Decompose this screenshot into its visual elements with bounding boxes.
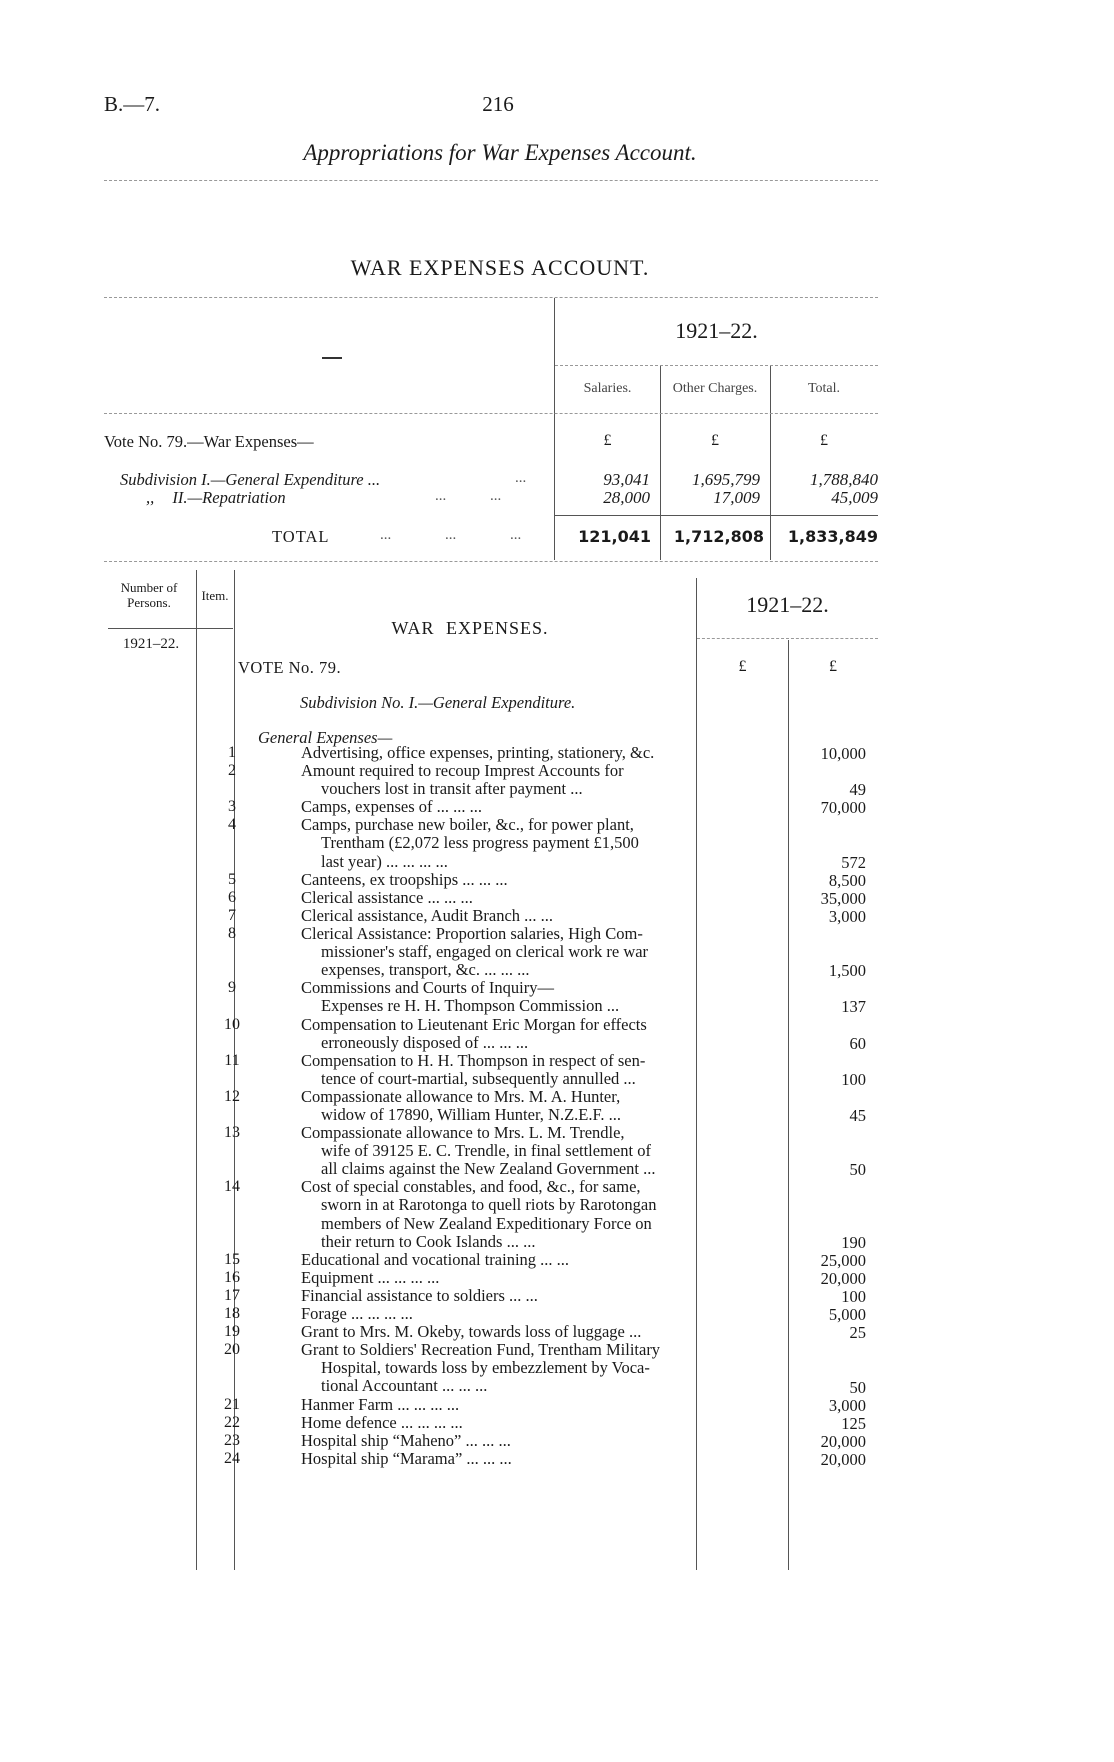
item-description-line: Hospital ship “Maheno” ... ... ... xyxy=(301,1430,511,1450)
item-description-line: Expenses re H. H. Thompson Commission ... xyxy=(321,996,620,1016)
item-amount: 35,000 xyxy=(820,888,866,908)
vote-label: Vote No. 79.—War Expenses— xyxy=(104,432,314,451)
page-ref: B.—7. xyxy=(104,92,161,116)
page-number: 216 xyxy=(482,92,514,116)
item-description-line: Camps, purchase new boiler, &c., for power plant, xyxy=(301,815,634,835)
summary-top-rule xyxy=(104,297,878,298)
vote-number: VOTE No. 79. xyxy=(238,658,342,677)
item-amount: 50 xyxy=(849,1160,866,1180)
col-total: Total. xyxy=(807,381,841,396)
item-number: 14 xyxy=(224,1178,240,1196)
col-item: Item. xyxy=(201,588,229,603)
item-amount: 190 xyxy=(841,1232,866,1252)
col-other-charges: Other Charges. xyxy=(672,381,758,396)
item-description-line: Hospital, towards loss by embezzlement by Voca- xyxy=(321,1358,650,1378)
war-expenses-heading: WAR EXPENSES. xyxy=(391,618,549,638)
item-description xyxy=(301,1016,767,1052)
item-amount: 20,000 xyxy=(820,1431,866,1451)
total-salaries: 121,041 xyxy=(578,527,651,546)
item-description-line: last year) ... ... ... ... xyxy=(321,851,448,871)
item-number: 16 xyxy=(224,1268,240,1286)
item-description xyxy=(301,1124,767,1178)
item-number: 18 xyxy=(224,1305,240,1323)
dash-mark xyxy=(322,357,342,359)
item-description xyxy=(301,798,767,816)
item-description-line: Educational and vocational training ... ... xyxy=(301,1249,570,1269)
detail-currency-2: £ xyxy=(829,658,837,675)
item-description-line: Grant to Soldiers' Recreation Fund, Trentham Military xyxy=(301,1340,661,1360)
item-description xyxy=(301,816,767,870)
item-description xyxy=(301,1450,767,1468)
summary-year: 1921–22. xyxy=(675,318,758,343)
item-description-line: Clerical Assistance: Proportion salaries, High Com- xyxy=(301,924,643,943)
item-description xyxy=(301,1178,767,1250)
item-description-line: vouchers lost in transit after payment ... xyxy=(321,779,583,799)
header-rule xyxy=(104,180,878,181)
item-description xyxy=(301,871,767,889)
item-number: 22 xyxy=(224,1413,240,1431)
total-other: 1,712,808 xyxy=(673,527,764,546)
detail-year-rule xyxy=(697,638,878,639)
item-description xyxy=(301,1323,767,1341)
item-amount: 3,000 xyxy=(828,906,866,926)
item-amount: 10,000 xyxy=(820,744,866,763)
item-number: 21 xyxy=(224,1395,240,1413)
item-description-line: Clerical assistance ... ... ... xyxy=(301,887,473,907)
group-heading: General Expenses— xyxy=(258,728,393,747)
subdivision-1-salaries: 93,041 xyxy=(603,470,650,489)
currency-salaries: £ xyxy=(603,432,612,449)
item-description xyxy=(301,1251,767,1269)
item-description-line: sworn in at Rarotonga to quell riots by Rarotongan xyxy=(321,1195,657,1215)
detail-year: 1921–22. xyxy=(746,592,829,617)
item-description-line: Advertising, office expenses, printing, stationery, &c. xyxy=(301,743,655,762)
item-amount: 5,000 xyxy=(828,1305,866,1325)
item-amount: 25,000 xyxy=(820,1250,866,1270)
summary-year-rule xyxy=(555,365,878,366)
item-description xyxy=(301,1088,767,1124)
item-description-line: Amount required to recoup Imprest Accounts for xyxy=(301,761,624,781)
item-description xyxy=(301,1432,767,1450)
item-description-line: Forage ... ... ... ... xyxy=(301,1304,413,1324)
item-number: 13 xyxy=(224,1124,240,1142)
item-amount: 8,500 xyxy=(828,870,866,890)
item-number: 17 xyxy=(224,1287,240,1304)
col-number-of-persons: Number of Persons. xyxy=(120,580,178,610)
item-description xyxy=(301,907,767,925)
subdivision-2-label: ,, II.—Repatriation xyxy=(146,488,286,507)
item-amount: 20,000 xyxy=(820,1449,866,1469)
subdivision-2-total: 45,009 xyxy=(831,488,878,507)
item-description-line: expenses, transport, &c. ... ... ... xyxy=(321,960,530,980)
item-amount: 137 xyxy=(841,997,866,1017)
item-amount: 25 xyxy=(849,1323,866,1343)
subdivision-1-label: Subdivision I.—General Expenditure ... xyxy=(120,470,381,489)
item-description-line: Compensation to H. H. Thompson in respect of sen- xyxy=(301,1050,646,1070)
total-dots: ... ... ... xyxy=(380,527,522,543)
running-title: Appropriations for War Expenses Account. xyxy=(303,140,697,165)
item-amount: 49 xyxy=(849,780,866,800)
total-total: 1,833,849 xyxy=(787,527,878,546)
item-description xyxy=(301,1305,767,1323)
subdivision-1-dots: ... xyxy=(515,470,527,486)
summary-title: WAR EXPENSES ACCOUNT. xyxy=(350,255,650,280)
item-description-line: widow of 17890, William Hunter, N.Z.E.F. ... xyxy=(321,1104,621,1124)
persons-year: 1921–22. xyxy=(122,636,180,652)
item-description xyxy=(301,889,767,907)
item-description-line: Grant to Mrs. M. Okeby, towards loss of luggage ... xyxy=(301,1322,642,1342)
summary-bottom-rule xyxy=(104,561,878,562)
item-amount: 100 xyxy=(841,1069,866,1089)
item-number: 24 xyxy=(224,1449,240,1467)
subdivision-1-other: 1,695,799 xyxy=(692,470,760,489)
item-description-line: Home defence ... ... ... ... xyxy=(301,1412,463,1432)
item-amount: 1,500 xyxy=(828,961,866,981)
item-description-line: Hanmer Farm ... ... ... ... xyxy=(301,1394,460,1414)
item-description-line: Commissions and Courts of Inquiry— xyxy=(301,978,555,998)
item-amount: 70,000 xyxy=(820,798,866,818)
item-description-line: Canteens, ex troopships ... ... ... xyxy=(301,869,508,889)
item-number: 12 xyxy=(224,1087,240,1105)
item-description xyxy=(301,1269,767,1287)
item-description-line: members of New Zealand Expeditionary Force on xyxy=(321,1213,652,1233)
item-number: 5 xyxy=(228,870,236,888)
item-description-line: erroneously disposed of ... ... ... xyxy=(321,1032,529,1052)
item-number: 2 xyxy=(228,762,236,780)
item-description xyxy=(301,1396,767,1414)
item-description-line: Trentham (£2,072 less progress payment £1,500 xyxy=(321,833,639,853)
item-description xyxy=(301,1287,767,1305)
currency-other: £ xyxy=(711,432,719,449)
subdivision-2-dots: ... ... xyxy=(435,488,502,504)
item-number: 1 xyxy=(228,744,236,761)
item-description-line: Camps, expenses of ... ... ... xyxy=(301,797,483,817)
item-description-line: Equipment ... ... ... ... xyxy=(301,1267,440,1287)
item-description xyxy=(301,1052,767,1088)
item-number: 8 xyxy=(228,925,236,942)
item-description xyxy=(301,762,767,798)
item-number: 3 xyxy=(228,798,236,816)
item-amount: 60 xyxy=(849,1033,866,1053)
item-amount: 20,000 xyxy=(820,1268,866,1288)
item-description-line: missioner's staff, engaged on clerical work re war xyxy=(321,942,649,962)
item-description-line: Compassionate allowance to Mrs. L. M. Trendle, xyxy=(301,1123,625,1143)
item-description-line: Hospital ship “Marama” ... ... ... xyxy=(301,1448,512,1468)
item-description-line: their return to Cook Islands ... ... xyxy=(321,1231,536,1251)
col-salaries: Salaries. xyxy=(583,381,632,396)
item-description-line: Financial assistance to soldiers ... ... xyxy=(301,1286,538,1305)
item-description xyxy=(301,979,767,1015)
item-number: 4 xyxy=(228,816,236,834)
item-description-line: tional Accountant ... ... ... xyxy=(321,1376,488,1396)
item-amount: 100 xyxy=(841,1287,866,1306)
summary-header-rule xyxy=(104,413,878,414)
item-amount: 50 xyxy=(849,1377,866,1397)
total-label: TOTAL xyxy=(272,527,330,546)
currency-total: £ xyxy=(820,432,828,449)
item-description-line: Compensation to Lieutenant Eric Morgan for effects xyxy=(301,1014,647,1034)
item-description xyxy=(301,744,767,762)
item-number: 19 xyxy=(224,1323,240,1341)
item-description xyxy=(301,1341,767,1395)
item-number: 10 xyxy=(224,1015,240,1033)
item-number: 6 xyxy=(228,888,236,906)
item-description-line: wife of 39125 E. C. Trendle, in final settlement of xyxy=(321,1141,651,1161)
item-amount: 3,000 xyxy=(828,1395,866,1415)
subdivision-2-salaries: 28,000 xyxy=(603,488,650,507)
subdivision-heading: Subdivision No. I.—General Expenditure. xyxy=(300,693,576,712)
item-number: 9 xyxy=(228,979,236,997)
item-number: 11 xyxy=(224,1051,240,1069)
item-number: 20 xyxy=(224,1341,240,1359)
item-description xyxy=(301,925,767,979)
detail-currency-1: £ xyxy=(738,658,747,675)
item-amount: 572 xyxy=(841,852,866,872)
total-rule xyxy=(555,515,878,516)
item-amount: 125 xyxy=(841,1413,866,1433)
item-description-line: all claims against the New Zealand Government ... xyxy=(321,1159,656,1179)
item-description-line: Compassionate allowance to Mrs. M. A. Hunter, xyxy=(301,1086,621,1106)
item-description-line: tence of court-martial, subsequently annulled ... xyxy=(321,1068,636,1088)
subdivision-1-total: 1,788,840 xyxy=(810,470,878,489)
item-number: 23 xyxy=(224,1431,240,1449)
item-number: 15 xyxy=(224,1250,240,1268)
item-description-line: Clerical assistance, Audit Branch ... ... xyxy=(301,905,554,925)
item-number: 7 xyxy=(228,906,236,924)
item-description xyxy=(301,1414,767,1432)
persons-item-divider xyxy=(196,570,197,1570)
subdivision-2-other: 17,009 xyxy=(713,488,760,507)
item-description-line: Cost of special constables, and food, &c., for same, xyxy=(301,1177,641,1197)
item-amount: 45 xyxy=(849,1106,866,1125)
persons-header-rule xyxy=(108,628,233,629)
